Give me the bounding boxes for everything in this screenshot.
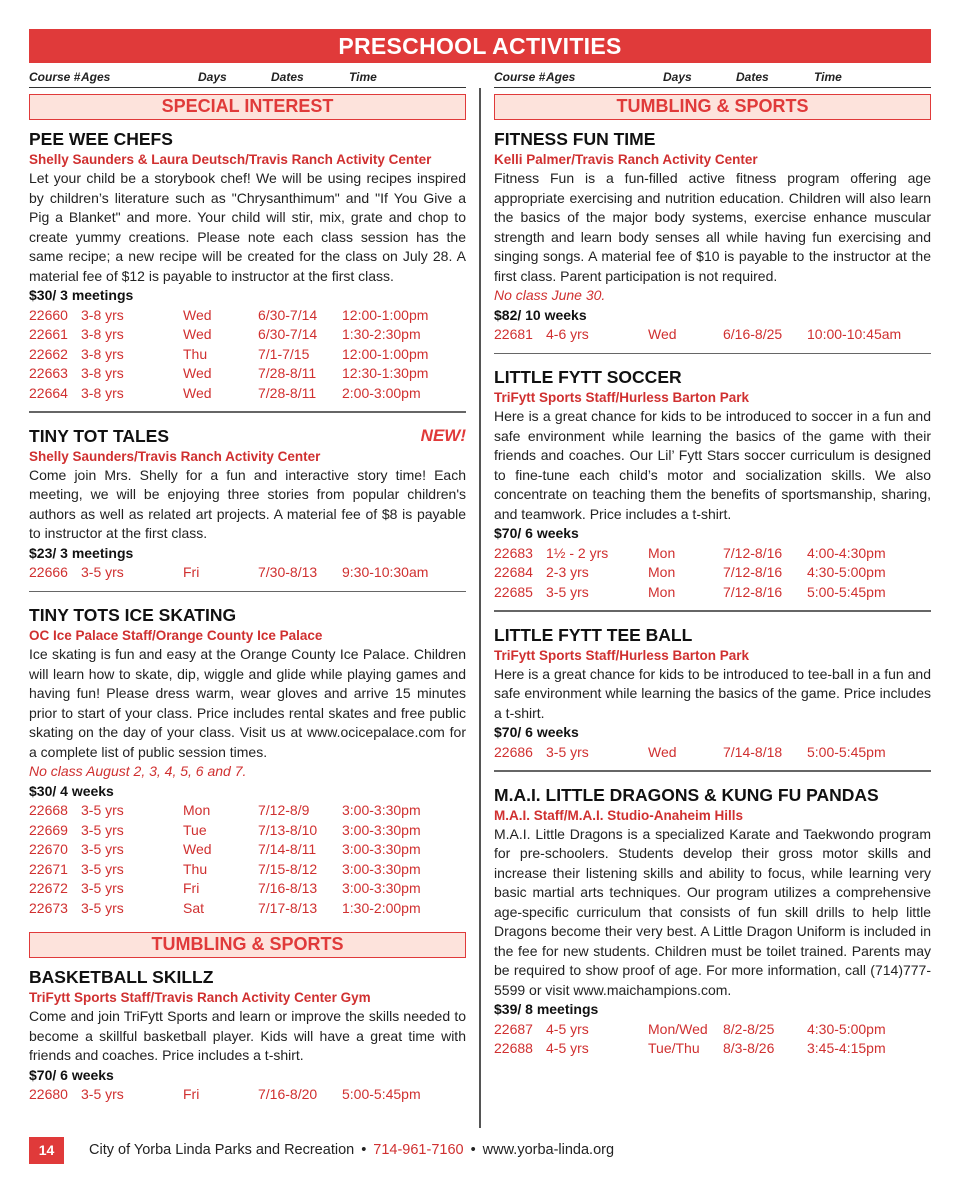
course-number: 22683 [494,544,533,561]
course-time: 1:30-2:30pm [342,326,421,342]
course-instructor: OC Ice Palace Staff/Orange County Ice Palace [29,628,323,643]
header-ages: Ages [546,70,576,84]
course-ages: 3-5 yrs [81,564,124,580]
course-time: 5:00-5:45pm [807,583,886,600]
course-dates: 8/2-8/25 [723,1020,775,1037]
course-number: 22684 [494,564,533,580]
course-number: 22680 [29,1086,68,1102]
course-days: Mon [648,583,676,600]
course-price: $70/ 6 weeks [494,724,579,740]
schedule-row [494,583,931,603]
course-days: Wed [183,326,212,342]
schedule-table [29,1085,466,1105]
course-number: 22666 [29,564,68,580]
course-description: Here is a great chance for kids to be introduced to tee-ball in a fun and safe environment while learning the basics of the game. Price includes a t-shirt. [494,665,931,721]
course-ages: 3-8 yrs [81,326,124,342]
course-days: Fri [183,880,200,896]
course-time: 2:00-3:00pm [342,384,421,401]
course-dates: 6/30-7/14 [258,326,318,342]
course-mai-little-dragons [494,784,931,1059]
course-price: $70/ 6 weeks [494,525,579,541]
course-number: 22670 [29,841,68,857]
course-price: $30/ 3 meetings [29,287,134,303]
course-dates: 7/14-8/11 [258,841,317,857]
schedule-table [29,801,466,918]
header-days: Days [663,70,692,84]
course-time: 12:00-1:00pm [342,345,429,362]
course-price: $23/ 3 meetings [29,544,134,561]
course-little-fytt-tee-ball [494,624,931,763]
schedule-row [494,563,931,583]
course-days: Tue [183,821,207,838]
course-number: 22685 [494,583,533,600]
course-number: 22672 [29,880,68,896]
course-time: 1:30-2:00pm [342,899,421,916]
course-ages: 3-5 yrs [81,821,124,838]
page-footer [29,1137,649,1164]
course-price: $30/ 4 weeks [29,782,114,799]
course-note: No class August 2, 3, 4, 5, 6 and 7. [29,763,247,779]
schedule-row [29,860,466,880]
course-days: Wed [183,365,212,381]
course-description: Come join Mrs. Shelly for a fun and interactive story time! Each meeting, we will be enjoying three stories from popular children's authors as well as related art projects. A material fee of $8 is payable to instructor at the first class. [29,466,466,541]
footer-separator: • [470,1142,476,1158]
left-column [29,94,466,1105]
course-number: 22664 [29,384,68,401]
schedule-table [494,1020,931,1059]
course-dates: 7/12-8/16 [723,544,783,561]
course-description: Here is a great chance for kids to be introduced to soccer in a fun and safe environment while learning the basics of the game with their friends and coaches. Our Lil’ Fytt Stars soccer curriculum is designed to fine-tune each child’s motor and socialization skills. We also concentrate on teaching them the benefits of sportsmanship, sharing, and teamwork. Price includes a t-shirt. [494,408,931,522]
course-instructor: TriFytt Sports Staff/Hurless Barton Park [494,390,750,405]
schedule-row [494,544,931,564]
course-number: 22660 [29,306,68,323]
course-tiny-tot-tales [29,425,466,583]
schedule-table [29,306,466,404]
course-ages: 3-5 yrs [81,880,124,896]
course-title: LITTLE FYTT TEE BALL [494,624,693,645]
course-time: 5:00-5:45pm [807,743,886,760]
course-ages: 3-5 yrs [81,1086,124,1102]
course-dates: 7/12-8/16 [723,583,783,600]
course-note: No class June 30. [494,287,606,303]
course-time: 4:00-4:30pm [807,544,886,561]
course-number: 22669 [29,821,68,838]
course-description: M.A.I. Little Dragons is a specialized Karate and Taekwondo program for pre-schoolers. Students develop their gross motor skills and increase their listening skills and ability to focus, while learning very basic martial arts techniques. Our program utilizes a comprehensive age-specific curriculum that consists of fun skill drills to help little Dragons become their very best. A Little Dragon Uniform is included in the fee for new students. Children must be toilet trained. Parents may be required to show proof of age. For more information, call (714)777-5599 or visit www.maichampions.com. [494,825,931,998]
course-number: 22687 [494,1020,533,1037]
divider [29,591,466,593]
course-pee-wee-chefs [29,128,466,403]
course-dates: 7/16-8/13 [258,880,318,896]
course-time: 3:00-3:30pm [342,821,421,838]
course-title: FITNESS FUN TIME [494,129,656,149]
course-dates: 6/30-7/14 [258,306,318,323]
course-little-fytt-soccer [494,366,931,602]
divider [494,610,931,612]
course-time: 10:00-10:45am [807,326,902,342]
course-ages: 3-5 yrs [81,860,124,877]
course-time: 12:00-1:00pm [342,306,429,323]
section-header-tumbling-sports: TUMBLING & SPORTS [494,94,931,120]
course-instructor: TriFytt Sports Staff/Travis Ranch Activity Center Gym [29,990,371,1005]
schedule-row [494,1039,931,1059]
schedule-row [494,743,931,763]
course-dates: 7/15-8/12 [258,860,318,877]
divider [494,353,931,355]
schedule-row [29,306,466,326]
header-course: Course # [29,70,81,84]
course-time: 9:30-10:30am [342,564,429,580]
course-instructor: M.A.I. Staff/M.A.I. Studio-Anaheim Hills [494,807,744,823]
course-days: Tue/Thu [648,1040,700,1056]
section-header-tumbling-sports: TUMBLING & SPORTS [29,932,466,958]
course-dates: 7/30-8/13 [258,564,318,580]
course-dates: 6/16-8/25 [723,326,783,342]
footer-text [89,1142,614,1158]
header-dates: Dates [271,70,304,84]
schedule-table [494,743,931,763]
course-days: Mon/Wed [648,1020,708,1037]
course-ages: 3-5 yrs [546,583,589,600]
course-time: 3:00-3:30pm [342,880,421,896]
course-number: 22688 [494,1040,533,1056]
course-days: Fri [183,564,200,580]
course-ages: 3-8 yrs [81,365,124,381]
footer-phone[interactable]: 714-961-7160 [373,1142,464,1158]
header-dates: Dates [736,70,769,84]
course-basketball-skillz [29,966,466,1105]
schedule-row [29,364,466,384]
course-ages: 3-5 yrs [81,899,124,916]
footer-org: City of Yorba Linda Parks and Recreation [89,1142,355,1158]
course-number: 22673 [29,899,68,916]
course-days: Wed [183,306,212,323]
course-ages: 3-8 yrs [81,345,124,362]
course-tiny-tots-ice-skating [29,604,466,918]
course-price: $70/ 6 weeks [29,1066,114,1083]
course-dates: 7/16-8/20 [258,1086,318,1102]
schedule-table [494,325,931,345]
header-ages: Ages [81,70,111,84]
course-instructor: TriFytt Sports Staff/Hurless Barton Park [494,647,750,663]
course-instructor: Kelli Palmer/Travis Ranch Activity Center [494,152,758,167]
schedule-table [494,544,931,603]
header-course: Course # [494,70,546,84]
course-description: Ice skating is fun and easy at the Orange County Ice Palace. Children will learn how to skate, dip, wiggle and glide while playing games and having fun! Please dress warm, wear gloves and arrive 15 minutes prior to start of your class. Price includes rental skates and free public skating on the day of your class. Visit us at www.ocicepalace.com for a complete list of public session times. [29,646,466,760]
course-days: Thu [183,860,208,877]
course-number: 22663 [29,365,68,381]
schedule-row [494,325,931,345]
course-dates: 7/17-8/13 [258,899,318,916]
course-description: Come and join TriFytt Sports and learn or improve the skills needed to become a skillful basketball player. Kids will have a great time with friends and coaches. Price includes a t-shirt. [29,1008,466,1063]
course-title: PEE WEE CHEFS [29,129,173,149]
course-time: 4:30-5:00pm [807,1020,886,1037]
section-header-special-interest: SPECIAL INTEREST [29,94,466,120]
course-ages: 3-5 yrs [81,841,124,857]
course-days: Mon [648,564,676,580]
course-dates: 7/28-8/11 [258,365,317,381]
course-days: Wed [183,384,212,401]
course-number: 22671 [29,860,68,877]
schedule-row [29,563,466,583]
course-ages: 4-6 yrs [546,326,589,342]
schedule-row [494,1020,931,1040]
page-banner: PRESCHOOL ACTIVITIES [29,29,931,63]
divider [29,411,466,413]
course-title [29,425,466,447]
course-time: 3:00-3:30pm [342,802,421,818]
schedule-row [29,325,466,345]
course-days: Sat [183,899,205,916]
course-ages: 2-3 yrs [546,564,589,580]
schedule-table [29,563,466,583]
course-ages: 4-5 yrs [546,1020,589,1037]
course-price: $82/ 10 weeks [494,306,587,323]
schedule-row [29,1085,466,1105]
course-ages: 3-8 yrs [81,384,124,401]
course-days: Thu [183,345,208,362]
course-ages: 4-5 yrs [546,1040,589,1056]
course-dates: 7/12-8/16 [723,564,783,580]
course-number: 22681 [494,326,533,342]
course-ages: 3-5 yrs [81,802,124,818]
course-ages: 3-8 yrs [81,306,124,323]
course-dates: 8/3-8/26 [723,1040,775,1056]
course-ages: 1½ - 2 yrs [546,544,609,561]
course-fitness-fun-time [494,128,931,345]
course-days: Fri [183,1086,200,1102]
course-title: BASKETBALL SKILLZ [29,967,214,987]
schedule-row [29,879,466,899]
course-number: 22668 [29,802,68,818]
header-time: Time [814,70,842,84]
new-badge: NEW! [420,425,466,445]
course-days: Mon [183,802,211,818]
schedule-row [29,821,466,841]
course-dates: 7/14-8/18 [723,743,783,760]
course-title-text: TINY TOT TALES [29,425,170,446]
page-number: 14 [29,1137,64,1164]
course-title: M.A.I. LITTLE DRAGONS & KUNG FU PANDAS [494,784,879,805]
course-dates: 7/12-8/9 [258,802,310,818]
header-days: Days [198,70,227,84]
course-dates: 7/28-8/11 [258,384,317,401]
course-number: 22661 [29,326,68,342]
course-number: 22686 [494,743,533,760]
course-time: 3:00-3:30pm [342,841,421,857]
schedule-row [29,801,466,821]
course-time: 3:45-4:15pm [807,1040,886,1056]
course-time: 12:30-1:30pm [342,365,429,381]
course-description: Fitness Fun is a fun-filled active fitness program offering age appropriate exercising and nutrition education. Children will also learn the basics of the major body systems, exercise enhance muscular strength and learn body senses all while having fun exercising and singing songs. A material fee of $10 is payable to the instructor at the first class. Parent participation is not required. [494,170,931,284]
course-price: $39/ 8 meetings [494,1001,599,1017]
column-divider [479,88,481,1128]
course-instructor: Shelly Saunders & Laura Deutsch/Travis Ranch Activity Center [29,152,432,167]
course-title: LITTLE FYTT SOCCER [494,367,682,387]
footer-separator: • [361,1142,367,1158]
course-days: Wed [183,841,212,857]
course-ages: 3-5 yrs [546,743,589,760]
schedule-row [29,384,466,404]
course-time: 3:00-3:30pm [342,860,421,877]
divider [494,770,931,772]
schedule-row [29,345,466,365]
column-header-right [494,68,931,88]
course-instructor: Shelly Saunders/Travis Ranch Activity Center [29,448,321,464]
footer-website[interactable]: www.yorba-linda.org [482,1142,615,1158]
course-days: Wed [648,743,677,760]
course-dates: 7/13-8/10 [258,821,318,838]
course-time: 4:30-5:00pm [807,564,886,580]
schedule-row [29,840,466,860]
right-column [494,94,931,1059]
course-days: Wed [648,326,677,342]
course-days: Mon [648,544,676,561]
column-header-left [29,68,466,88]
course-dates: 7/1-7/15 [258,345,310,362]
course-time: 5:00-5:45pm [342,1086,421,1102]
header-time: Time [349,70,377,84]
course-title: TINY TOTS ICE SKATING [29,605,237,625]
course-description: Let your child be a storybook chef! We will be using recipes inspired by children’s literature such as "Chrysanthimum" and "If You Give a Pig a Blanket" and more. Your child will stir, mix, grate and chop to create yummy creations. Please note each class session has the same recipe; a new recipe will be created for the class on July 28. A material fee of $12 is payable to instructor at the first class. [29,170,466,284]
course-number: 22662 [29,345,68,362]
schedule-row [29,899,466,919]
